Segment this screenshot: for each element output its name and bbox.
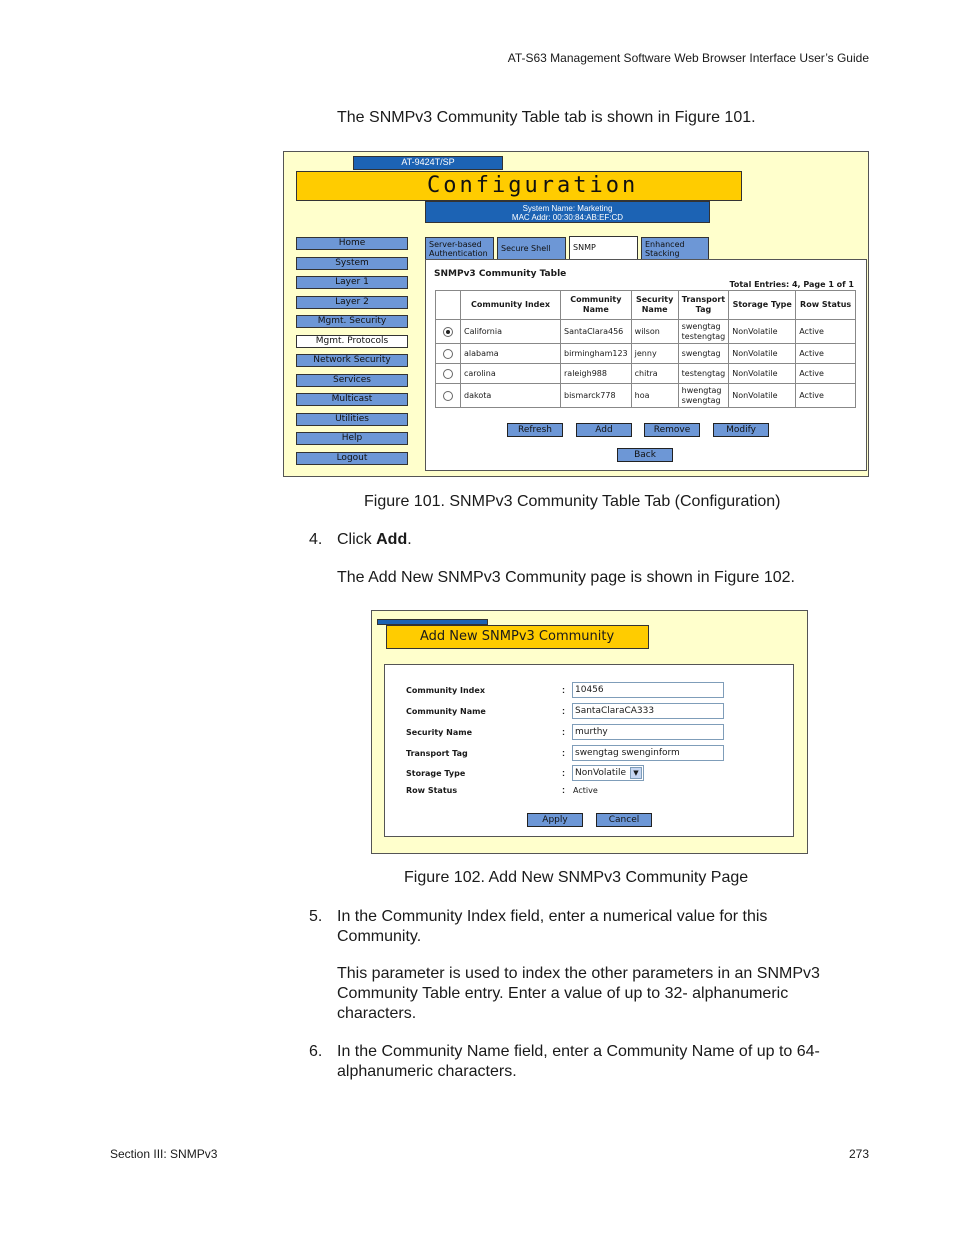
intro-paragraph: The SNMPv3 Community Table tab is shown in Figure 101. — [337, 109, 756, 126]
nav-help[interactable]: Help — [296, 432, 408, 445]
cell-transport-tag: swengtag testengtag — [678, 320, 729, 344]
table-row[interactable] — [436, 384, 856, 408]
cell-storage-type: NonVolatile — [729, 344, 796, 364]
col-transport-tag: Transport Tag — [678, 291, 729, 320]
nav-system[interactable]: System — [296, 257, 408, 270]
snmp-content-panel — [425, 259, 867, 471]
cell-community-name: birmingham123 — [561, 344, 632, 364]
step-4-note: The Add New SNMPv3 Community page is shown in Figure 102. — [337, 569, 795, 586]
storage-type-select[interactable] — [572, 765, 644, 781]
cell-row-status: Active — [796, 384, 856, 408]
step-5-text: In the Community Index field, enter a numerical value for this Community. — [337, 908, 768, 945]
tab-secure-shell[interactable]: Secure Shell — [497, 237, 566, 259]
figure-102-screenshot — [371, 610, 808, 854]
cell-transport-tag: testengtag — [678, 364, 729, 384]
col-security-name: Security Name — [631, 291, 678, 320]
colon: : — [562, 685, 565, 695]
nav-logout[interactable]: Logout — [296, 452, 408, 465]
nav-mgmt-protocols[interactable]: Mgmt. Protocols — [296, 335, 408, 348]
cell-community-index: carolina — [461, 364, 561, 384]
nav-multicast[interactable]: Multicast — [296, 393, 408, 406]
page-number: 273 — [848, 1147, 869, 1161]
step-6-number: 6. — [309, 1043, 323, 1060]
col-community-index: Community Index — [461, 291, 561, 320]
step-4-pre: Click — [337, 531, 377, 548]
table-row[interactable] — [436, 320, 856, 344]
figure-101-screenshot — [283, 151, 869, 477]
community-name-field[interactable]: SantaClaraCA333 — [572, 703, 724, 719]
security-name-field[interactable]: murthy — [572, 724, 724, 740]
figure-102-caption: Figure 102. Add New SNMPv3 Community Page — [404, 869, 749, 886]
label-row-status: Row Status — [406, 786, 458, 795]
cell-community-name: bismarck778 — [561, 384, 632, 408]
back-button[interactable]: Back — [617, 448, 673, 462]
row-select-radio[interactable] — [443, 349, 453, 359]
nav-mgmt-security[interactable]: Mgmt. Security — [296, 315, 408, 328]
configuration-banner: Configuration — [296, 171, 742, 201]
colon: : — [562, 768, 565, 778]
system-info-box — [425, 201, 710, 223]
col-storage-type: Storage Type — [729, 291, 796, 320]
label-community-name: Community Name — [406, 707, 486, 716]
colon: : — [562, 748, 565, 758]
cell-community-index: California — [461, 320, 561, 344]
total-entries: Total Entries: 4, Page 1 of 1 — [729, 280, 854, 289]
col-row-status: Row Status — [796, 291, 856, 320]
step-4-bold: Add — [376, 531, 408, 548]
row-select-radio[interactable] — [443, 391, 453, 401]
cell-storage-type: NonVolatile — [729, 364, 796, 384]
page-title: Add New SNMPv3 Community — [386, 625, 649, 649]
model-tab: AT-9424T/SP — [353, 156, 503, 170]
remove-button[interactable]: Remove — [644, 423, 700, 437]
row-select-radio[interactable] — [443, 369, 453, 379]
col-community-name: Community Name — [561, 291, 632, 320]
nav-services[interactable]: Services — [296, 374, 408, 387]
table-header-row — [436, 291, 856, 320]
table-row[interactable] — [436, 364, 856, 384]
step-6-text: In the Community Name field, enter a Community Name of up to 64-alphanumeric characters. — [337, 1043, 820, 1080]
nav-layer2[interactable]: Layer 2 — [296, 296, 408, 309]
label-security-name: Security Name — [406, 728, 472, 737]
transport-tag-field[interactable]: swengtag swenginform — [572, 745, 724, 761]
step-5-note: This parameter is used to index the other parameters in an SNMPv3 Community Table entry. Enter a value of up to 32- alphanumeric characters. — [337, 965, 820, 1022]
footer-section: Section III: SNMPv3 — [110, 1147, 218, 1161]
label-storage-type: Storage Type — [406, 769, 466, 778]
running-header: AT-S63 Management Software Web Browser Interface User’s Guide — [507, 51, 869, 65]
storage-type-value: NonVolatile — [575, 768, 626, 778]
community-table — [435, 290, 856, 408]
refresh-button[interactable]: Refresh — [507, 423, 563, 437]
nav-network-security[interactable]: Network Security — [296, 354, 408, 367]
cell-row-status: Active — [796, 364, 856, 384]
step-4-post: . — [407, 531, 412, 548]
add-button[interactable]: Add — [576, 423, 632, 437]
col-select — [436, 291, 461, 320]
step-5-number: 5. — [309, 908, 323, 925]
colon: : — [562, 785, 565, 795]
chevron-down-icon[interactable]: ▼ — [630, 767, 642, 779]
tab-snmp[interactable]: SNMP — [569, 236, 638, 260]
cell-transport-tag: hwengtag swengtag — [678, 384, 729, 408]
row-select-radio[interactable] — [443, 327, 453, 337]
label-transport-tag: Transport Tag — [406, 749, 468, 758]
community-index-field[interactable]: 10456 — [572, 682, 724, 698]
cell-community-name: SantaClara456 — [561, 320, 632, 344]
table-row[interactable] — [436, 344, 856, 364]
tab-server-based-authentication[interactable]: Server-based Authentication — [425, 237, 494, 259]
apply-button[interactable]: Apply — [527, 813, 583, 827]
cell-community-name: raleigh988 — [561, 364, 632, 384]
row-status-value: Active — [573, 786, 598, 795]
cell-community-index: dakota — [461, 384, 561, 408]
section-title: SNMPv3 Community Table — [434, 269, 567, 279]
cell-row-status: Active — [796, 344, 856, 364]
cell-security-name: wilson — [631, 320, 678, 344]
modify-button[interactable]: Modify — [713, 423, 769, 437]
label-community-index: Community Index — [406, 686, 485, 695]
figure-101-caption: Figure 101. SNMPv3 Community Table Tab (Configuration) — [364, 493, 781, 510]
cell-security-name: jenny — [631, 344, 678, 364]
step-4-text — [337, 530, 412, 550]
nav-layer1[interactable]: Layer 1 — [296, 276, 408, 289]
step-4-number: 4. — [309, 531, 323, 548]
cell-storage-type: NonVolatile — [729, 320, 796, 344]
nav-utilities[interactable]: Utilities — [296, 413, 408, 426]
cell-community-index: alabama — [461, 344, 561, 364]
nav-home[interactable]: Home — [296, 237, 408, 250]
cell-row-status: Active — [796, 320, 856, 344]
tab-enhanced-stacking[interactable]: Enhanced Stacking — [641, 237, 709, 259]
colon: : — [562, 706, 565, 716]
cell-storage-type: NonVolatile — [729, 384, 796, 408]
cell-transport-tag: swengtag — [678, 344, 729, 364]
cancel-button[interactable]: Cancel — [596, 813, 652, 827]
system-name: System Name: Marketing — [522, 204, 613, 213]
cell-security-name: hoa — [631, 384, 678, 408]
cell-security-name: chitra — [631, 364, 678, 384]
form-panel — [384, 664, 794, 837]
colon: : — [562, 727, 565, 737]
mac-address: MAC Addr: 00:30:84:AB:EF:CD — [511, 213, 624, 222]
